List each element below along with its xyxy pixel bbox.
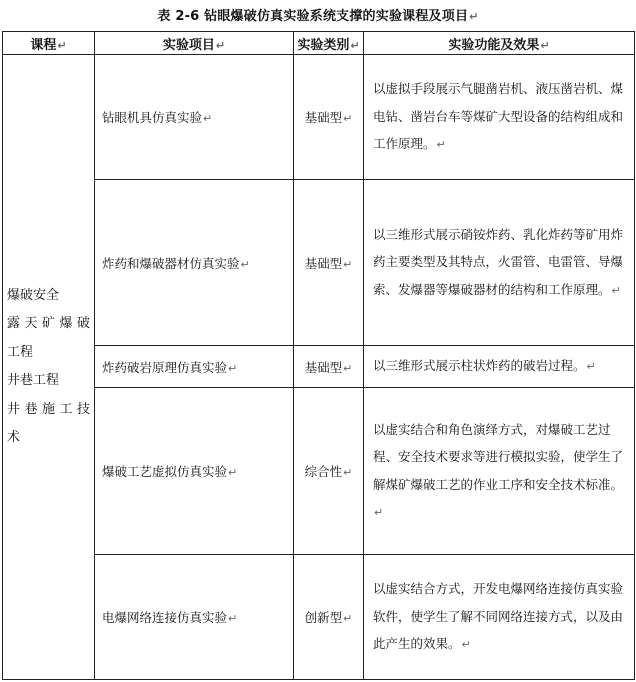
paragraph-mark-icon: ↵ <box>343 612 353 625</box>
paragraph-mark-icon: ↵ <box>228 612 238 625</box>
type-cell: 创新型↵ <box>294 555 364 680</box>
paragraph-mark-icon: ↵ <box>57 38 67 52</box>
table-row <box>3 180 635 346</box>
table-row <box>3 346 635 388</box>
header-effect: 实验功能及效果↵ <box>364 32 635 55</box>
paragraph-mark-icon: ↵ <box>374 506 384 519</box>
effect-cell: 以三维形式展示柱状炸药的破岩过程。↵ <box>364 346 635 388</box>
paragraph-mark-icon: ↵ <box>228 361 238 375</box>
type-cell: 基础型↵ <box>294 55 364 180</box>
effect-cell: 以虚实结合方式，开发电爆网络连接仿真实验软件，使学生了解不同网络连接方式，以及由此产生的效果。↵ <box>364 555 635 680</box>
course-line: 井巷工程 <box>7 373 60 388</box>
course-table <box>2 31 635 680</box>
course-line: 露天矿爆破 <box>7 316 90 331</box>
paragraph-mark-icon: ↵ <box>436 138 446 152</box>
caption-text: 表 2-6 钻眼爆破仿真实验系统支撑的实验课程及项目 <box>157 9 469 24</box>
item-cell: 钻眼机具仿真实验↵ <box>95 55 294 180</box>
course-line: 工程 <box>7 344 34 360</box>
table-row <box>3 388 635 555</box>
course-line: 术 <box>7 430 21 445</box>
paragraph-mark-icon: ↵ <box>586 360 596 374</box>
course-line: 爆破安全 <box>7 287 60 303</box>
effect-cell: 以三维形式展示硝铵炸药、乳化炸药等矿用炸药主要类型及其特点，火雷管、电雷管、导爆索、发爆器等爆破器材的结构和工作原理。↵ <box>364 180 635 346</box>
paragraph-mark-icon: ↵ <box>461 638 471 652</box>
table-caption <box>0 5 636 24</box>
type-cell: 基础型↵ <box>294 346 364 388</box>
paragraph-mark-icon: ↵ <box>350 38 360 52</box>
paragraph-mark-icon: ↵ <box>469 10 479 23</box>
paragraph-mark-icon: ↵ <box>611 283 621 297</box>
item-cell: 电爆网络连接仿真实验↵ <box>95 555 294 680</box>
paragraph-mark-icon: ↵ <box>343 466 353 479</box>
paragraph-mark-icon: ↵ <box>343 257 353 271</box>
course-line: 井巷施工技 <box>7 401 90 417</box>
paragraph-mark-icon: ↵ <box>540 38 550 52</box>
paragraph-mark-icon: ↵ <box>228 466 238 479</box>
type-cell: 综合性↵ <box>294 388 364 555</box>
header-type: 实验类别↵ <box>294 32 364 55</box>
paragraph-mark-icon: ↵ <box>343 112 353 125</box>
item-cell: 炸药和爆破器材仿真实验↵ <box>95 180 294 346</box>
item-cell: 炸药破岩原理仿真实验↵ <box>95 346 294 388</box>
paragraph-mark-icon: ↵ <box>203 112 213 125</box>
paragraph-mark-icon: ↵ <box>215 38 226 52</box>
course-cell <box>3 55 95 680</box>
item-cell: 爆破工艺虚拟仿真实验↵ <box>95 388 294 555</box>
header-course: 课程↵ <box>3 32 95 55</box>
table-row <box>3 55 635 180</box>
table-row <box>3 555 635 680</box>
header-item: 实验项目↵ <box>95 32 294 55</box>
paragraph-mark-icon: ↵ <box>240 257 250 271</box>
paragraph-mark-icon: ↵ <box>343 361 353 375</box>
effect-cell: 以虚拟手段展示气腿凿岩机、液压凿岩机、煤电钻、凿岩台车等煤矿大型设备的结构组成和工作原理。↵ <box>364 55 635 180</box>
effect-cell: 以虚实结合和角色演绎方式，对爆破工艺过程、安全技术要求等进行模拟实验，使学生了解煤矿爆破工艺的作业工序和安全技术标准。↵ <box>364 388 635 555</box>
type-cell: 基础型↵ <box>294 180 364 346</box>
header-row <box>3 32 635 55</box>
